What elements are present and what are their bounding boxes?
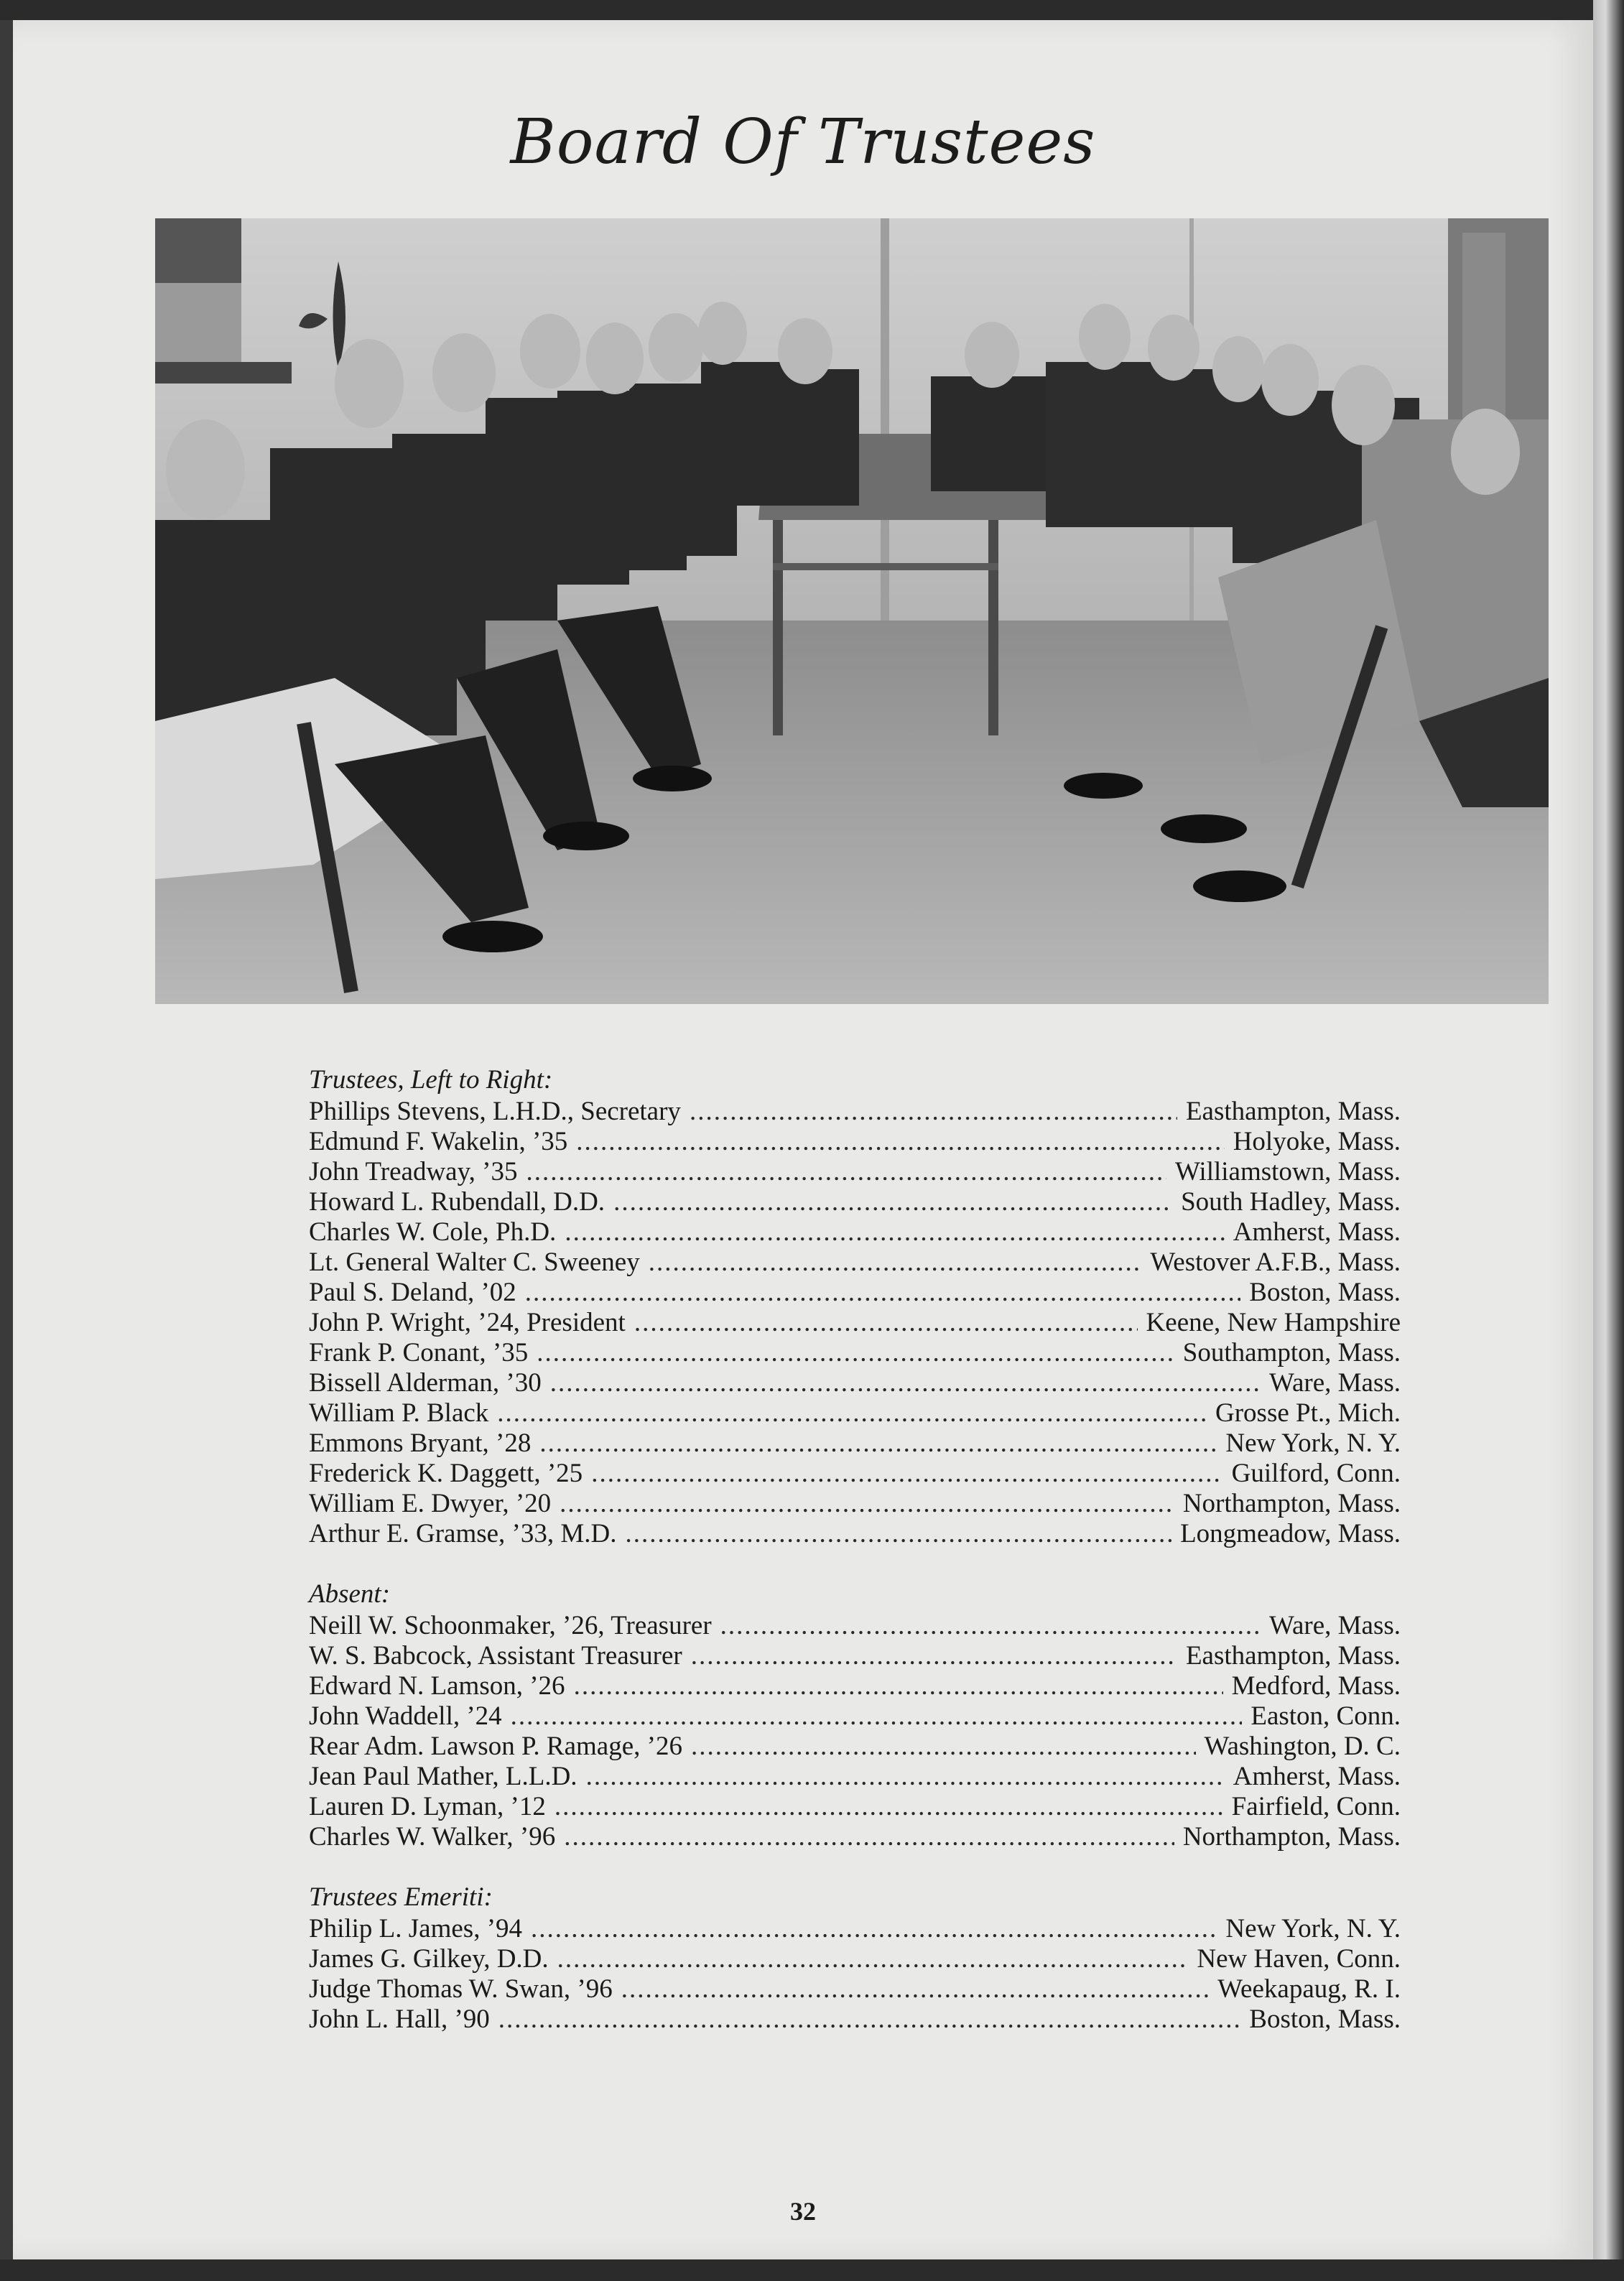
trustee-location: Easthampton, Mass. bbox=[1185, 1641, 1401, 1671]
section-heading: Absent: bbox=[309, 1579, 391, 1609]
list-item bbox=[309, 1187, 1401, 1217]
dot-leader bbox=[690, 1097, 1177, 1127]
dot-leader bbox=[626, 1519, 1172, 1549]
list-item bbox=[309, 1701, 1401, 1732]
trustee-location: Northampton, Mass. bbox=[1182, 1489, 1401, 1518]
dot-leader bbox=[621, 1974, 1209, 2004]
trustee-location: Southampton, Mass. bbox=[1182, 1338, 1401, 1367]
document-page bbox=[13, 20, 1593, 2259]
trustee-location: Williamstown, Mass. bbox=[1174, 1157, 1401, 1186]
trustee-location: Washington, D. C. bbox=[1204, 1732, 1401, 1761]
trustee-name: Howard L. Rubendall, D.D. bbox=[309, 1187, 605, 1217]
trustee-location: New York, N. Y. bbox=[1225, 1914, 1401, 1943]
trustee-name: Edmund F. Wakelin, ’35 bbox=[309, 1127, 568, 1156]
dot-leader bbox=[525, 1278, 1240, 1308]
list-item bbox=[309, 1641, 1401, 1671]
trustee-name: Jean Paul Mather, L.L.D. bbox=[309, 1762, 577, 1791]
trustee-name: Judge Thomas W. Swan, ’96 bbox=[309, 1974, 613, 2004]
trustee-location: Medford, Mass. bbox=[1231, 1671, 1401, 1701]
page-binding-edge bbox=[1593, 0, 1624, 2281]
trustee-name: Frederick K. Daggett, ’25 bbox=[309, 1459, 583, 1488]
list-item bbox=[309, 1097, 1401, 1127]
dot-leader bbox=[560, 1489, 1174, 1519]
dot-leader bbox=[576, 1127, 1224, 1157]
dot-leader bbox=[557, 1944, 1189, 1974]
trustee-location: Westover A.F.B., Mass. bbox=[1150, 1248, 1401, 1277]
trustee-location: Weekapaug, R. I. bbox=[1217, 1974, 1401, 2004]
dot-leader bbox=[691, 1732, 1196, 1762]
trustee-name: John P. Wright, ’24, President bbox=[309, 1308, 626, 1337]
list-item bbox=[309, 1338, 1401, 1368]
trustee-name: Phillips Stevens, L.H.D., Secretary bbox=[309, 1097, 681, 1126]
trustee-name: Lauren D. Lyman, ’12 bbox=[309, 1792, 546, 1821]
list-item bbox=[309, 1732, 1401, 1762]
trustee-name: Arthur E. Gramse, ’33, M.D. bbox=[309, 1519, 617, 1548]
dot-leader bbox=[555, 1792, 1223, 1822]
dot-leader bbox=[539, 1428, 1217, 1459]
trustee-location: Ware, Mass. bbox=[1269, 1368, 1401, 1398]
trustee-name: Charles W. Cole, Ph.D. bbox=[309, 1217, 557, 1247]
dot-leader bbox=[649, 1248, 1142, 1278]
scan-top-border bbox=[0, 0, 1624, 20]
page-title: Board Of Trustees bbox=[510, 106, 1096, 178]
list-item bbox=[309, 1278, 1401, 1308]
list-item bbox=[309, 1248, 1401, 1278]
trustee-name: James G. Gilkey, D.D. bbox=[309, 1944, 549, 1974]
trustee-name: Bissell Alderman, ’30 bbox=[309, 1368, 542, 1398]
dot-leader bbox=[531, 1914, 1217, 1944]
trustee-name: Lt. General Walter C. Sweeney bbox=[309, 1248, 640, 1277]
section-heading: Trustees Emeriti: bbox=[309, 1882, 493, 1912]
trustee-location: Easthampton, Mass. bbox=[1185, 1097, 1401, 1126]
section-absent bbox=[309, 1579, 1401, 1852]
dot-leader bbox=[586, 1762, 1225, 1792]
page-number: 32 bbox=[790, 2197, 816, 2226]
list-item bbox=[309, 1519, 1401, 1549]
trustee-name: William P. Black bbox=[309, 1398, 489, 1428]
dot-leader bbox=[564, 1822, 1174, 1852]
trustee-location: New Haven, Conn. bbox=[1197, 1944, 1401, 1974]
dot-leader bbox=[526, 1157, 1166, 1187]
section-heading: Trustees, Left to Right: bbox=[309, 1065, 553, 1095]
list-item bbox=[309, 1428, 1401, 1459]
trustee-name: John Waddell, ’24 bbox=[309, 1701, 502, 1731]
trustee-location: Grosse Pt., Mich. bbox=[1215, 1398, 1401, 1428]
trustee-location: Longmeadow, Mass. bbox=[1180, 1519, 1401, 1548]
dot-leader bbox=[537, 1338, 1174, 1368]
dot-leader bbox=[550, 1368, 1261, 1398]
list-item bbox=[309, 1459, 1401, 1489]
trustee-name: Neill W. Schoonmaker, ’26, Treasurer bbox=[309, 1611, 712, 1640]
dot-leader bbox=[720, 1611, 1261, 1641]
list-item bbox=[309, 1308, 1401, 1338]
trustee-location: Fairfield, Conn. bbox=[1231, 1792, 1401, 1821]
group-photo bbox=[155, 218, 1549, 1004]
trustee-name: Philip L. James, ’94 bbox=[309, 1914, 523, 1943]
trustee-location: Northampton, Mass. bbox=[1182, 1822, 1401, 1852]
trustee-location: Boston, Mass. bbox=[1249, 1278, 1401, 1307]
list-item bbox=[309, 1611, 1401, 1641]
trustee-name: Paul S. Deland, ’02 bbox=[309, 1278, 516, 1307]
trustee-location: Boston, Mass. bbox=[1249, 2004, 1401, 2034]
dot-leader bbox=[613, 1187, 1172, 1217]
dot-leader bbox=[691, 1641, 1177, 1671]
trustee-location: Guilford, Conn. bbox=[1231, 1459, 1401, 1488]
section-trustees-present bbox=[309, 1065, 1401, 1549]
dot-leader bbox=[498, 2004, 1240, 2035]
dot-leader bbox=[565, 1217, 1224, 1248]
dot-leader bbox=[591, 1459, 1222, 1489]
dot-leader bbox=[511, 1701, 1243, 1732]
dot-leader bbox=[497, 1398, 1207, 1428]
list-item bbox=[309, 1489, 1401, 1519]
section-trustees-emeriti bbox=[309, 1882, 1401, 2035]
trustee-location: Holyoke, Mass. bbox=[1233, 1127, 1401, 1156]
trustee-location: Keene, New Hampshire bbox=[1146, 1308, 1401, 1337]
list-item bbox=[309, 1762, 1401, 1792]
trustee-location: Amherst, Mass. bbox=[1233, 1762, 1401, 1791]
trustee-location: Amherst, Mass. bbox=[1233, 1217, 1401, 1247]
list-item bbox=[309, 2004, 1401, 2035]
list-item bbox=[309, 1217, 1401, 1248]
list-item bbox=[309, 1157, 1401, 1187]
trustee-name: William E. Dwyer, ’20 bbox=[309, 1489, 552, 1518]
list-item bbox=[309, 1792, 1401, 1822]
group-photo-image bbox=[155, 218, 1549, 1004]
trustee-name: W. S. Babcock, Assistant Treasurer bbox=[309, 1641, 682, 1671]
trustee-lists bbox=[309, 1065, 1401, 2065]
list-item bbox=[309, 1974, 1401, 2004]
list-item bbox=[309, 1914, 1401, 1944]
dot-leader bbox=[634, 1308, 1138, 1338]
list-item bbox=[309, 1671, 1401, 1701]
trustee-name: Charles W. Walker, ’96 bbox=[309, 1822, 556, 1852]
trustee-name: Edward N. Lamson, ’26 bbox=[309, 1671, 565, 1701]
list-item bbox=[309, 1398, 1401, 1428]
dot-leader bbox=[574, 1671, 1223, 1701]
list-item bbox=[309, 1822, 1401, 1852]
trustee-name: Frank P. Conant, ’35 bbox=[309, 1338, 529, 1367]
trustee-name: Emmons Bryant, ’28 bbox=[309, 1428, 532, 1458]
scan-bottom-border bbox=[0, 2259, 1624, 2281]
list-item bbox=[309, 1944, 1401, 1974]
list-item bbox=[309, 1368, 1401, 1398]
trustee-location: South Hadley, Mass. bbox=[1181, 1187, 1401, 1217]
trustee-location: Easton, Conn. bbox=[1251, 1701, 1401, 1731]
trustee-name: Rear Adm. Lawson P. Ramage, ’26 bbox=[309, 1732, 682, 1761]
trustee-location: Ware, Mass. bbox=[1269, 1611, 1401, 1640]
trustee-name: John Treadway, ’35 bbox=[309, 1157, 518, 1186]
trustee-location: New York, N. Y. bbox=[1225, 1428, 1401, 1458]
list-item bbox=[309, 1127, 1401, 1157]
trustee-name: John L. Hall, ’90 bbox=[309, 2004, 490, 2034]
